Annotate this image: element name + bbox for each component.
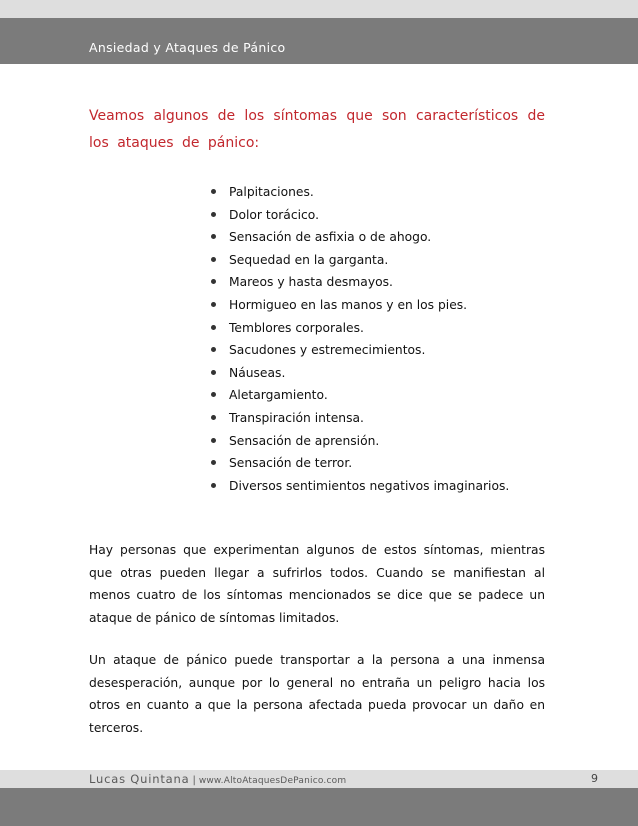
- list-item-text: Mareos y hasta desmayos.: [229, 275, 393, 290]
- page-header: [0, 18, 638, 64]
- list-item: [211, 384, 509, 407]
- list-item-text: Sequedad en la garganta.: [229, 252, 389, 267]
- list-item-text: Dolor torácico.: [229, 207, 319, 222]
- bullet-icon: [211, 234, 216, 239]
- bullet-icon: [211, 279, 216, 284]
- list-item: [211, 452, 509, 475]
- top-strip: [0, 0, 638, 18]
- list-item-text: Aletargamiento.: [229, 388, 328, 403]
- footer-url: www.AltoAtaquesDePanico.com: [198, 776, 347, 786]
- list-item-text: Sensación de terror.: [229, 456, 353, 471]
- page-footer: [0, 770, 638, 788]
- bullet-icon: [211, 347, 216, 352]
- bullet-icon: [211, 415, 216, 420]
- bullet-icon: [211, 325, 216, 330]
- list-item-text: Temblores corporales.: [229, 320, 364, 335]
- list-item-text: Palpitaciones.: [229, 185, 314, 199]
- footer-author-line: [89, 772, 346, 786]
- bullet-icon: [211, 483, 216, 488]
- list-item-text: Diversos sentimientos negativos imaginarios.: [229, 478, 510, 493]
- list-item-text: Náuseas.: [229, 365, 286, 380]
- section-heading: Veamos algunos de los síntomas que son característicos de los ataques de pánico:: [89, 108, 545, 151]
- header-title: Ansiedad y Ataques de Pánico: [89, 40, 286, 55]
- list-item: [211, 204, 509, 227]
- list-item: [211, 362, 509, 385]
- bullet-icon: [211, 392, 216, 397]
- list-item: [211, 317, 509, 340]
- page-number: 9: [591, 772, 598, 785]
- list-item-text: Sensación de aprensión.: [229, 433, 380, 448]
- bullet-icon: [211, 257, 216, 262]
- list-item: [211, 181, 509, 204]
- symptom-list: [211, 181, 509, 497]
- bullet-icon: [211, 370, 216, 375]
- list-item: [211, 407, 509, 430]
- list-item-text: Sacudones y estremecimientos.: [229, 343, 426, 358]
- list-item-text: Transpiración intensa.: [229, 410, 364, 425]
- bullet-icon: [211, 212, 216, 217]
- bullet-icon: [211, 189, 216, 194]
- list-item-text: Hormigueo en las manos y en los pies.: [229, 297, 468, 312]
- bullet-icon: [211, 302, 216, 307]
- list-item: [211, 271, 509, 294]
- bottom-bar: [0, 788, 638, 826]
- list-item: [211, 226, 509, 249]
- list-item: [211, 294, 509, 317]
- list-item: [211, 430, 509, 453]
- body-paragraph-1: Hay personas que experimentan algunos de estos síntomas, mientras que otras pueden llegar a sufrirlos todos. Cuando se manifiestan al menos cuatro de los síntomas mencionados se dice que se padece un ataque de pánico de síntomas limitados.: [89, 543, 545, 626]
- bullet-icon: [211, 460, 216, 465]
- list-item: [211, 249, 509, 272]
- body-paragraph-2: Un ataque de pánico puede transportar a la persona a una inmensa desesperación, aunque por lo general no entraña un peligro hacia los otros en cuanto a que la persona afectada pueda provocar un daño en terceros.: [89, 653, 545, 736]
- list-item-text: Sensación de asfixia o de ahogo.: [229, 230, 432, 245]
- list-item: [211, 475, 509, 498]
- list-item: [211, 339, 509, 362]
- footer-author: Lucas Quintana: [89, 772, 190, 786]
- footer-separator: |: [192, 775, 196, 786]
- bullet-icon: [211, 438, 216, 443]
